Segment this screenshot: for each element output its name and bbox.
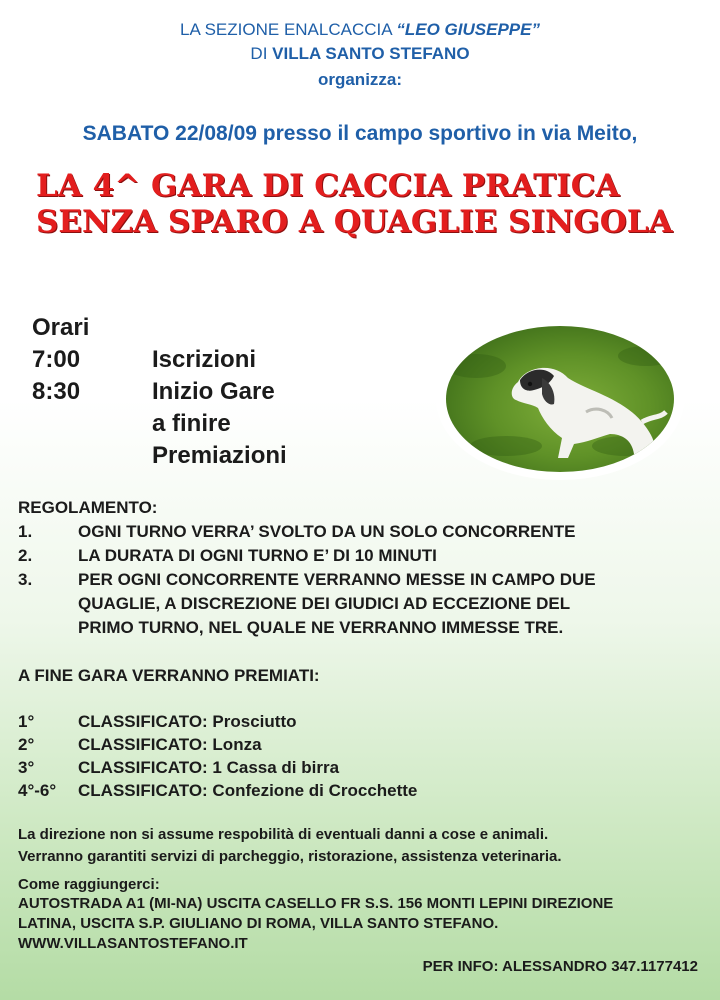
place-name: VILLA SANTO STEFANO [272, 44, 470, 63]
directions-line: AUTOSTRADA A1 (MI-NA) USCITA CASELLO FR S.S. 156 MONTI LEPINI DIREZIONE [18, 895, 614, 912]
prize-row [18, 781, 708, 803]
prize-row [18, 735, 708, 757]
rule-item [18, 546, 708, 568]
setter-dog-illustration [446, 326, 674, 472]
prize-row [18, 758, 708, 780]
organizer-line [0, 20, 720, 40]
premi-heading: A FINE GARA VERRANNO PREMIATI: [18, 666, 320, 685]
regolamento-heading: REGOLAMENTO: [18, 498, 158, 517]
disclaimer-line: La direzione non si assume respobilità di eventuali danni a cose e animali. [18, 826, 549, 843]
rule-item [18, 570, 708, 592]
directions-line: LATINA, USCITA S.P. GIULIANO DI ROMA, VILLA SANTO STEFANO. [18, 915, 499, 932]
rule-text: PER OGNI CONCORRENTE VERRANNO MESSE IN CAMPO DUE [78, 570, 596, 589]
event-date-line: SABATO 22/08/09 presso il campo sportivo in via Meito, [82, 122, 638, 145]
place-prefix: DI [250, 44, 273, 63]
dog-photo-icon [446, 326, 674, 472]
schedule-heading: Orari [32, 314, 90, 341]
services-line: Verranno garantiti servizi di parcheggio, ristorazione, assistenza veterinaria. [18, 848, 562, 865]
prize-place: 4°-6° [18, 781, 57, 800]
event-title-line1: LA 4^ GARA DI CACCIA PRATICA [36, 168, 620, 204]
photo-frame [436, 318, 684, 480]
rule-text: OGNI TURNO VERRA’ SVOLTO DA UN SOLO CONCORRENTE [78, 522, 576, 541]
prize-place: 3° [18, 758, 35, 777]
rule-number: 1. [18, 522, 33, 541]
prize-row [18, 712, 708, 734]
prize-text: CLASSIFICATO: 1 Cassa di birra [78, 758, 340, 777]
rule-continuation [18, 594, 708, 616]
schedule-desc: Premiazioni [152, 442, 287, 469]
schedule-desc: Iscrizioni [152, 346, 257, 373]
rule-number: 3. [18, 570, 33, 589]
schedule-row [32, 442, 332, 472]
organizer-name: “LEO GIUSEPPE” [396, 20, 540, 39]
rule-text: QUAGLIE, A DISCREZIONE DEI GIUDICI AD ECCEZIONE DEL [78, 594, 571, 613]
organizer-place-line [0, 44, 720, 64]
prize-text: CLASSIFICATO: Lonza [78, 735, 262, 754]
website-link[interactable]: WWW.VILLASANTOSTEFANO.IT [18, 935, 248, 952]
event-title-line2: SENZA SPARO A QUAGLIE SINGOLA [36, 204, 673, 240]
schedule-desc: a finire [152, 410, 231, 437]
rule-text: PRIMO TURNO, NEL QUALE NE VERRANNO IMMESSE TRE. [78, 618, 564, 637]
schedule-desc: Inizio Gare [152, 378, 275, 405]
rule-number: 2. [18, 546, 33, 565]
prize-text: CLASSIFICATO: Prosciutto [78, 712, 297, 731]
directions-heading: Come raggiungerci: [18, 876, 160, 893]
schedule-row [32, 346, 332, 376]
rule-continuation [18, 618, 708, 640]
rule-text: LA DURATA DI OGNI TURNO E’ DI 10 MINUTI [78, 546, 437, 565]
schedule-time: 7:00 [32, 346, 81, 373]
prize-text: CLASSIFICATO: Confezione di Crocchette [78, 781, 418, 800]
organizer-prefix: LA SEZIONE ENALCACCIA [180, 20, 397, 39]
schedule-time: 8:30 [32, 378, 81, 405]
rule-item [18, 522, 708, 544]
prize-place: 2° [18, 735, 35, 754]
schedule-row [32, 378, 332, 408]
prize-place: 1° [18, 712, 35, 731]
contact-info: PER INFO: ALESSANDRO 347.1177412 [422, 958, 698, 975]
organizza-label: organizza: [317, 70, 403, 89]
schedule-row [32, 410, 332, 440]
